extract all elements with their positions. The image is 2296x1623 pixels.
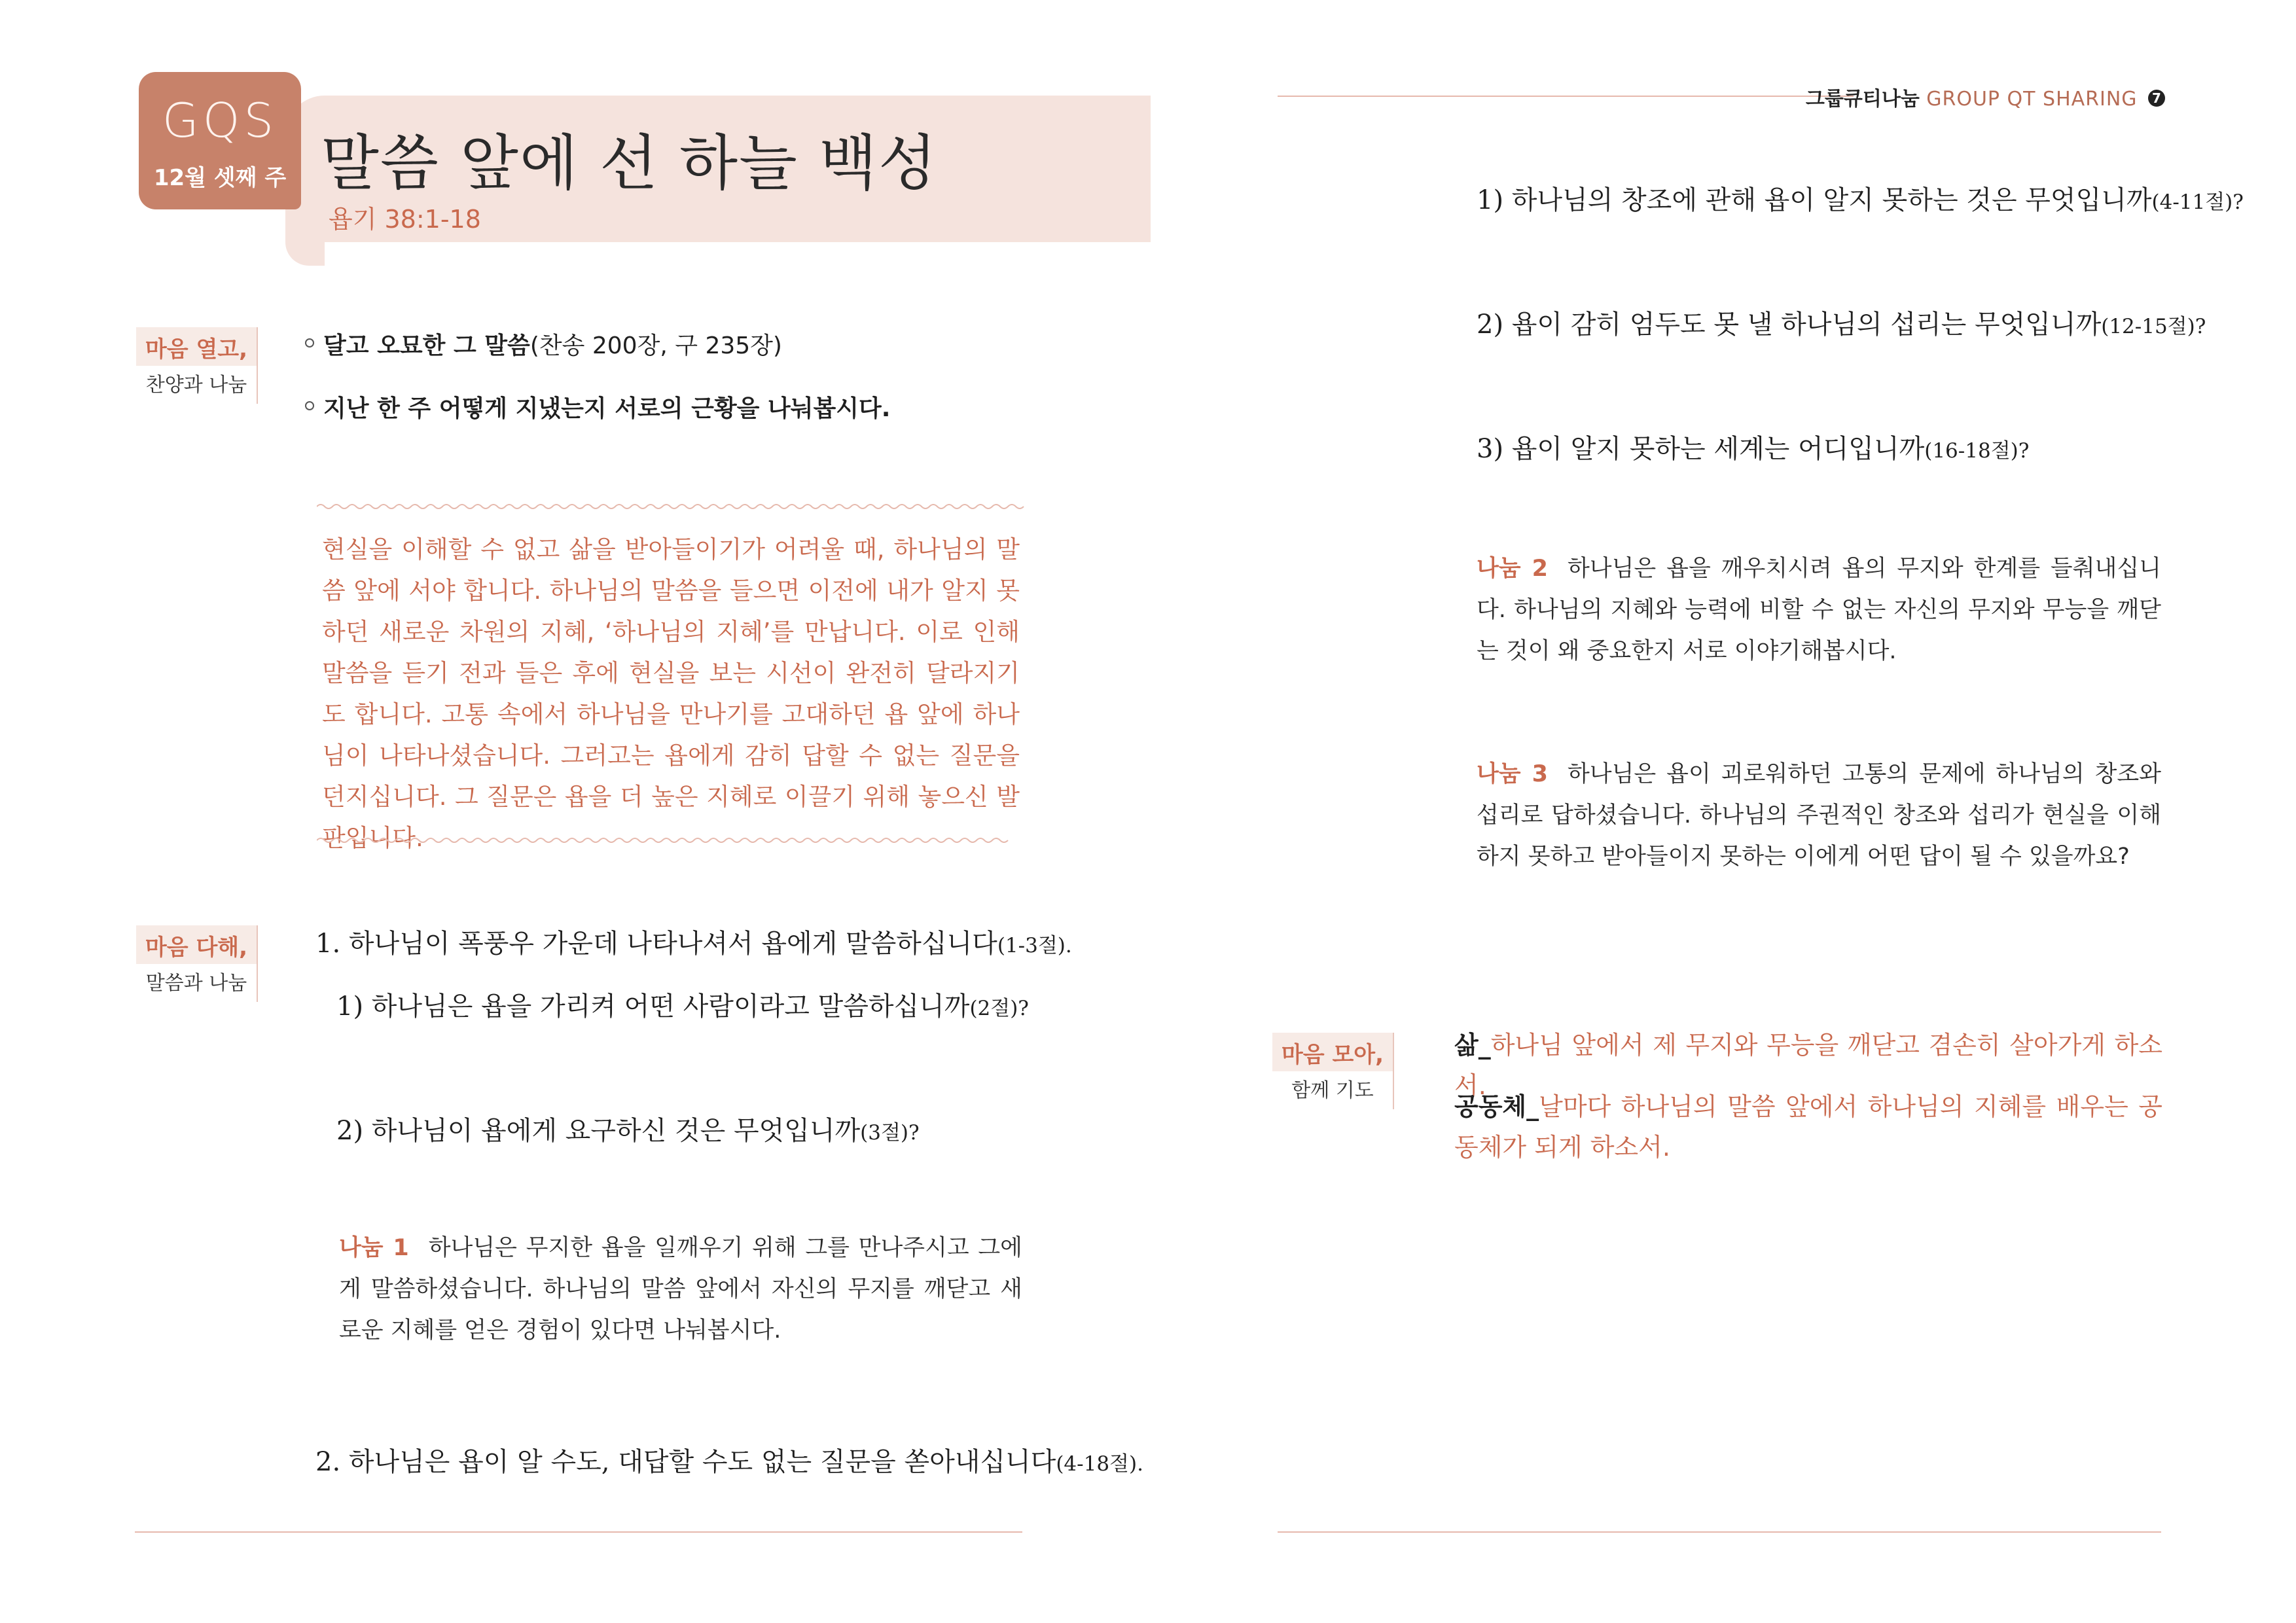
question-2-2: 2) 욥이 감히 엄두도 못 낼 하나님의 섭리는 무엇입니까(12-15절)?: [1477, 310, 2206, 340]
page-number: 7: [2148, 90, 2165, 107]
share-1: 나눔 1 하나님은 무지한 욥을 일깨우기 위해 그를 만나주시고 그에게 말씀하셨습니다. 하나님의 말씀 앞에서 자신의 무지를 깨닫고 새로운 지혜를 얻은 경험이 있다면 나눠봅시다.: [339, 1235, 1022, 1344]
header-rule: [1278, 96, 1854, 97]
share-tag: 나눔 3: [1477, 761, 1548, 787]
wavy-divider-bottom: [317, 835, 1026, 846]
week-label: 12월 셋째 주: [153, 165, 287, 191]
passage-reference: 욥기 38:1-18: [329, 205, 481, 234]
question-1-1: 1) 하나님은 욥을 가리켜 어떤 사람이라고 말씀하십니까(2절)?: [336, 991, 1029, 1022]
bullet-icon: [305, 338, 314, 348]
bullet-checkin: 지난 한 주 어떻게 지냈는지 서로의 근황을 나눠봅시다.: [305, 390, 890, 423]
question-2: 2. 하나님은 욥이 알 수도, 대답할 수도 없는 질문을 쏟아내십니다(4-18절).: [315, 1447, 1143, 1477]
intro-paragraph: 현실을 이해할 수 없고 삶을 받아들이기가 어려울 때, 하나님의 말씀 앞에 서야 합니다. 하나님의 말씀을 들으면 이전에 내가 알지 못하던 새로운 차원의 지혜, ‘하나님의 지혜’를 만납니다. 이로 인해 말씀을 듣기 전과 들은 후에 현실을 보는 시선이 완전히 달라지기도 합니다. 고통 속에서 하나님을 만나기를 고대하던 욥 앞에 하나님이 나타나셨습니다. 그러고는 욥에게 감히 답할 수 없는 질문을 던지십니다. 그 질문은 욥을 더 높은 지혜로 이끌기 위해 놓으신 발판입니다.: [322, 535, 1020, 852]
gqs-logo: GQS: [162, 93, 278, 148]
side-label-word: 마음 다해, 말씀과 나눔: [136, 925, 258, 1002]
prayer-community: 공동체_날마다 하나님의 말씀 앞에서 하나님의 지혜를 배우는 공동체가 되게 하소서.: [1454, 1092, 2162, 1162]
question-1-2: 2) 하나님이 욥에게 요구하신 것은 무엇입니까(3절)?: [336, 1116, 920, 1146]
side-label-pray: 마음 모아, 함께 기도: [1272, 1033, 1394, 1109]
page-title: 말씀 앞에 선 하늘 백성: [321, 128, 938, 198]
series-header: 그룹큐티나눔 GROUP QT SHARING 7: [1806, 82, 2165, 111]
bullet-icon: [305, 401, 314, 410]
side-label-open: 마음 열고, 찬양과 나눔: [136, 327, 258, 404]
footer-rule-right: [1278, 1531, 2161, 1533]
week-tab: [139, 72, 301, 209]
share-3: 나눔 3 하나님은 욥이 괴로워하던 고통의 문제에 하나님의 창조와 섭리로 답하셨습니다. 하나님의 주권적인 창조와 섭리가 현실을 이해하지 못하고 받아들이지 못하는 이에게 어떤 답이 될 수 있을까요?: [1477, 761, 2161, 870]
share-2: 나눔 2 하나님은 욥을 깨우치시려 욥의 무지와 한계를 들춰내십니다. 하나님의 지혜와 능력에 비할 수 없는 자신의 무지와 무능을 깨닫는 것이 왜 중요한지 서로 이야기해봅시다.: [1477, 556, 2161, 664]
question-1: 1. 하나님이 폭풍우 가운데 나타나셔서 욥에게 말씀하십니다(1-3절).: [315, 929, 1072, 959]
share-tag: 나눔 1: [339, 1235, 409, 1261]
share-tag: 나눔 2: [1477, 556, 1548, 582]
prayer-life: 삶_하나님 앞에서 제 무지와 무능을 깨닫고 겸손히 살아가게 하소서.: [1454, 1031, 2162, 1100]
footer-rule-left: [135, 1531, 1022, 1533]
wavy-divider-top: [317, 501, 1026, 512]
question-2-3: 3) 욥이 알지 못하는 세계는 어디입니까(16-18절)?: [1477, 434, 2030, 464]
bullet-hymn: 달고 오묘한 그 말씀(찬송 200장, 구 235장): [305, 327, 782, 361]
question-2-1: 1) 하나님의 창조에 관해 욥이 알지 못하는 것은 무엇입니까(4-11절)?: [1477, 185, 2244, 215]
